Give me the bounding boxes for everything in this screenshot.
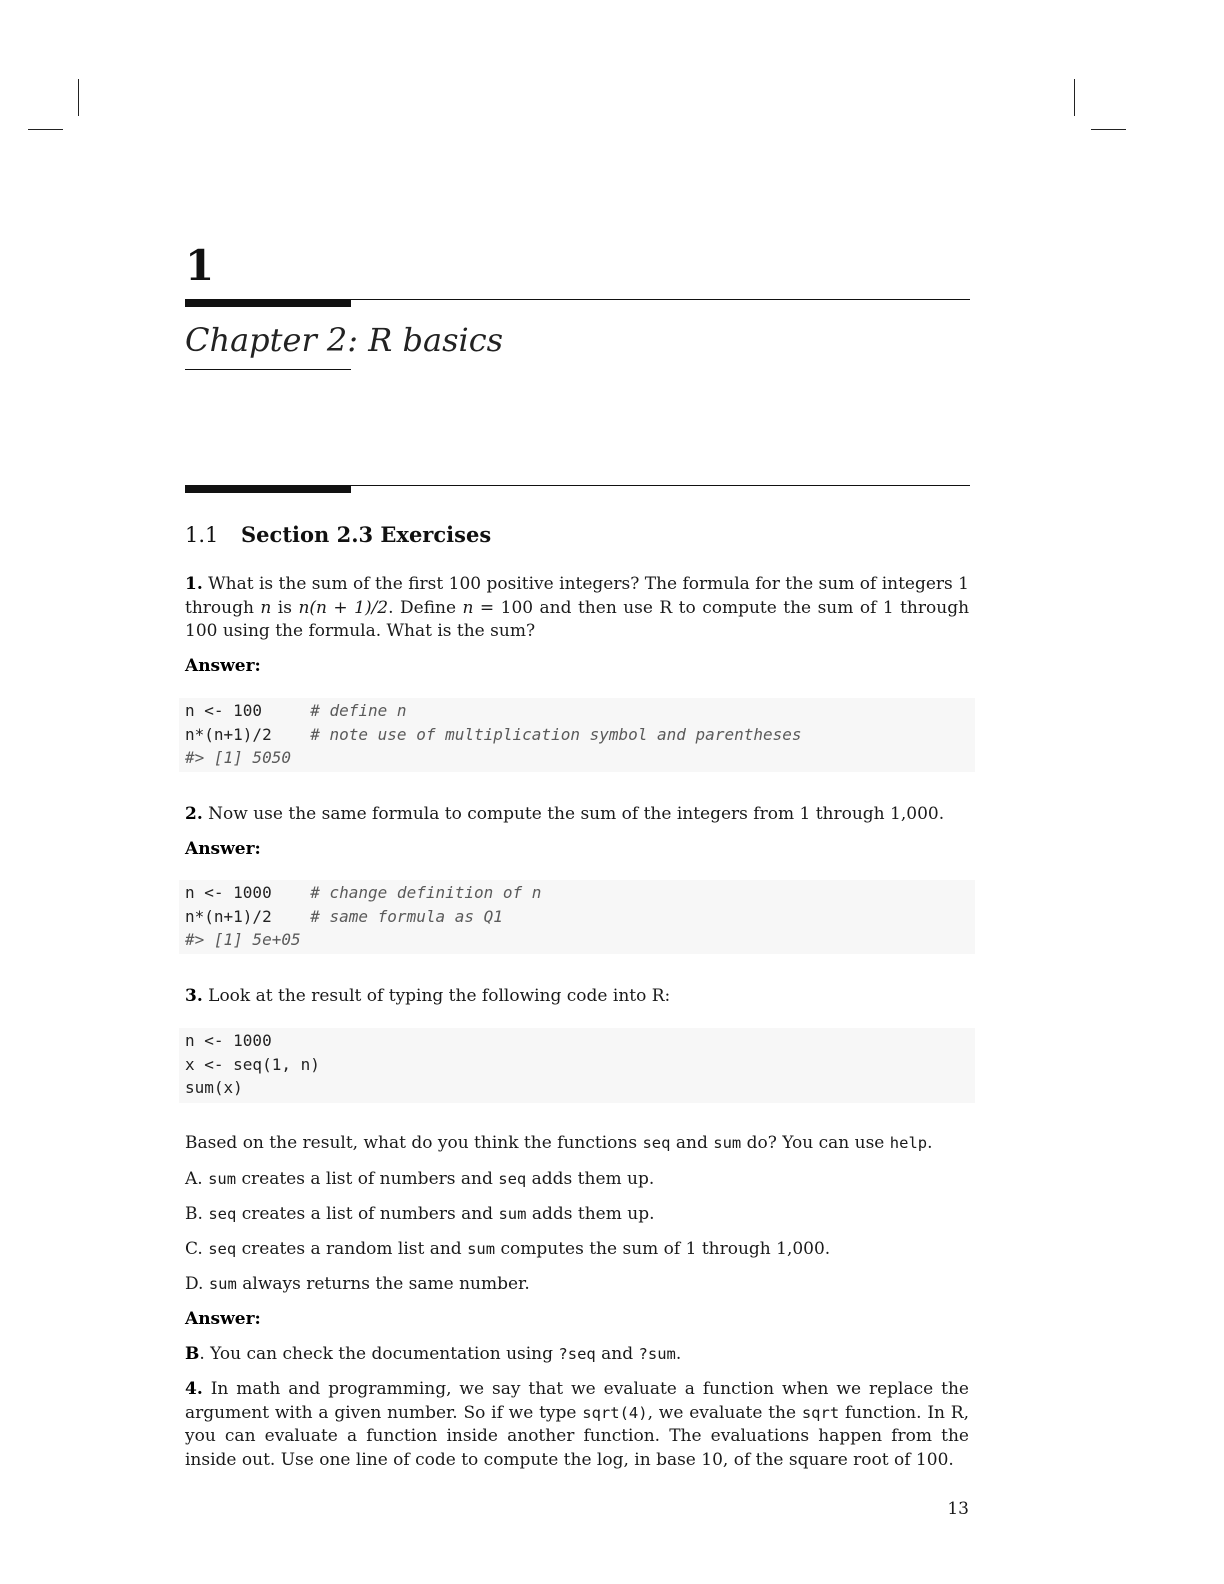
answer-label <box>185 1308 969 1332</box>
section-number: 1.1 <box>185 523 219 547</box>
crop-mark-top-left-horizontal <box>28 129 63 130</box>
answer-text: . <box>675 1344 682 1364</box>
code-comment: # define n <box>310 701 407 720</box>
option-text: adds them up. <box>526 1169 655 1189</box>
math-formula: n(n + 1)/2 <box>298 597 389 618</box>
section-title: Section 2.3 Exercises <box>241 522 492 547</box>
code-text: n*(n+1)/2 <box>185 906 311 926</box>
inline-code: sum <box>498 1205 527 1223</box>
math-var-n: n <box>462 597 474 618</box>
page-number: 13 <box>947 1499 969 1519</box>
question-1-text: What is the sum of the first 100 positive integers? The formula for the sum of integers 1 through <box>185 574 969 618</box>
inline-code: sum <box>467 1240 496 1258</box>
code-line <box>179 723 975 747</box>
inline-code: seq <box>498 1170 527 1188</box>
question-1-text: = 100 and then use R to compute the sum of 1 through 100 using the formula. What is the sum? <box>185 597 970 641</box>
answer-label <box>185 655 969 679</box>
question-1 <box>185 573 969 644</box>
question-4-text: , we evaluate the <box>647 1402 802 1423</box>
code-block-q3 <box>179 1028 975 1103</box>
question-2 <box>185 803 969 827</box>
section-rule-thin <box>351 485 970 486</box>
code-output: #> [1] 5050 <box>185 748 291 767</box>
answer-label <box>185 838 969 862</box>
chapter-title: Chapter 2: R basics <box>185 321 504 359</box>
chapter-rule-thin <box>351 299 970 300</box>
answer-text: and <box>595 1344 639 1364</box>
answer-label-text: Answer: <box>185 656 261 676</box>
prompt-text: and <box>670 1133 714 1153</box>
section-rule-thick <box>185 485 351 493</box>
question-1-number: 1. <box>185 574 203 594</box>
crop-mark-top-right-vertical <box>1074 79 1075 116</box>
question-3-text: Look at the result of typing the following code into R: <box>202 986 671 1006</box>
inline-code: seq <box>208 1205 237 1223</box>
code-text: n <- 1000 <box>185 883 311 902</box>
inline-code: sqrt <box>801 1403 840 1422</box>
option-letter: A. <box>185 1169 209 1189</box>
question-4-text: function. In R, you can evaluate a function inside another function. The evaluations happen from the inside out. Use one line of code to compute the log, in base 10, of the square root of 100. <box>185 1402 969 1470</box>
answer-label-text: Answer: <box>185 1309 261 1329</box>
question-3-answer <box>185 1343 969 1367</box>
code-comment: # same formula as Q1 <box>310 906 503 926</box>
inline-code: ?seq <box>558 1345 596 1363</box>
code-text: n*(n+1)/2 <box>185 724 311 744</box>
option-text: creates a list of numbers and <box>236 1204 499 1224</box>
option-d <box>185 1273 969 1297</box>
prompt-text: Based on the result, what do you think the functions <box>185 1133 643 1153</box>
inline-code: sqrt(4) <box>582 1403 648 1422</box>
question-2-number: 2. <box>185 804 203 824</box>
code-line: x <- seq(1, n) <box>185 1054 320 1074</box>
prompt-text: . <box>927 1133 933 1153</box>
code-comment: # change definition of n <box>310 883 542 902</box>
code-block-q2 <box>179 880 975 954</box>
inline-code: sum <box>208 1275 237 1293</box>
inline-code: ?sum <box>638 1345 676 1363</box>
code-text: n <- 100 <box>185 701 311 720</box>
question-1-text: . Define <box>388 597 463 618</box>
question-2-text: Now use the same formula to compute the sum of the integers from 1 through 1,000. <box>202 804 945 824</box>
inline-code: seq <box>208 1240 237 1258</box>
prompt-text: do? You can use <box>741 1133 890 1153</box>
question-3 <box>185 985 969 1009</box>
option-text: computes the sum of 1 through 1,000. <box>495 1239 831 1259</box>
option-b <box>185 1203 969 1227</box>
chapter-number: 1 <box>185 241 215 290</box>
code-line <box>179 905 975 929</box>
answer-letter: B <box>185 1344 200 1364</box>
crop-mark-top-left-vertical <box>78 79 79 116</box>
question-3-prompt <box>185 1132 969 1156</box>
option-c <box>185 1238 969 1262</box>
chapter-title-underline <box>185 369 351 370</box>
inline-code: sum <box>208 1170 237 1188</box>
code-line: n <- 1000 <box>185 1031 272 1050</box>
chapter-rule-thick <box>185 299 351 307</box>
code-line <box>179 746 975 770</box>
code-block-q1 <box>179 698 975 772</box>
question-4-text: In math and programming, we say that we evaluate a function when we replace the argument with a given number. So if we type <box>185 1379 969 1423</box>
option-text: creates a random list and <box>236 1239 468 1259</box>
option-text: adds them up. <box>526 1204 655 1224</box>
option-letter: B. <box>185 1204 209 1224</box>
question-4 <box>185 1378 969 1472</box>
option-text: always returns the same number. <box>236 1274 530 1294</box>
question-1-text: is <box>271 597 299 618</box>
answer-label-text: Answer: <box>185 839 261 859</box>
option-letter: C. <box>185 1239 209 1259</box>
inline-code: help <box>889 1134 928 1152</box>
crop-mark-top-right-horizontal <box>1091 129 1126 130</box>
math-var-n: n <box>260 597 272 618</box>
inline-code: sum <box>713 1134 742 1152</box>
section-heading <box>185 520 491 550</box>
code-comment: # note use of multiplication symbol and parentheses <box>310 724 802 744</box>
code-output: #> [1] 5e+05 <box>185 930 301 949</box>
option-text: creates a list of numbers and <box>236 1169 499 1189</box>
code-line: sum(x) <box>185 1078 243 1097</box>
option-letter: D. <box>185 1274 209 1294</box>
code-line <box>179 928 975 952</box>
question-3-number: 3. <box>185 986 203 1006</box>
code-line <box>179 699 975 723</box>
answer-text: . You can check the documentation using <box>199 1344 559 1364</box>
code-line <box>179 881 975 905</box>
question-4-number: 4. <box>185 1379 203 1399</box>
option-a <box>185 1168 969 1192</box>
inline-code: seq <box>642 1134 671 1152</box>
